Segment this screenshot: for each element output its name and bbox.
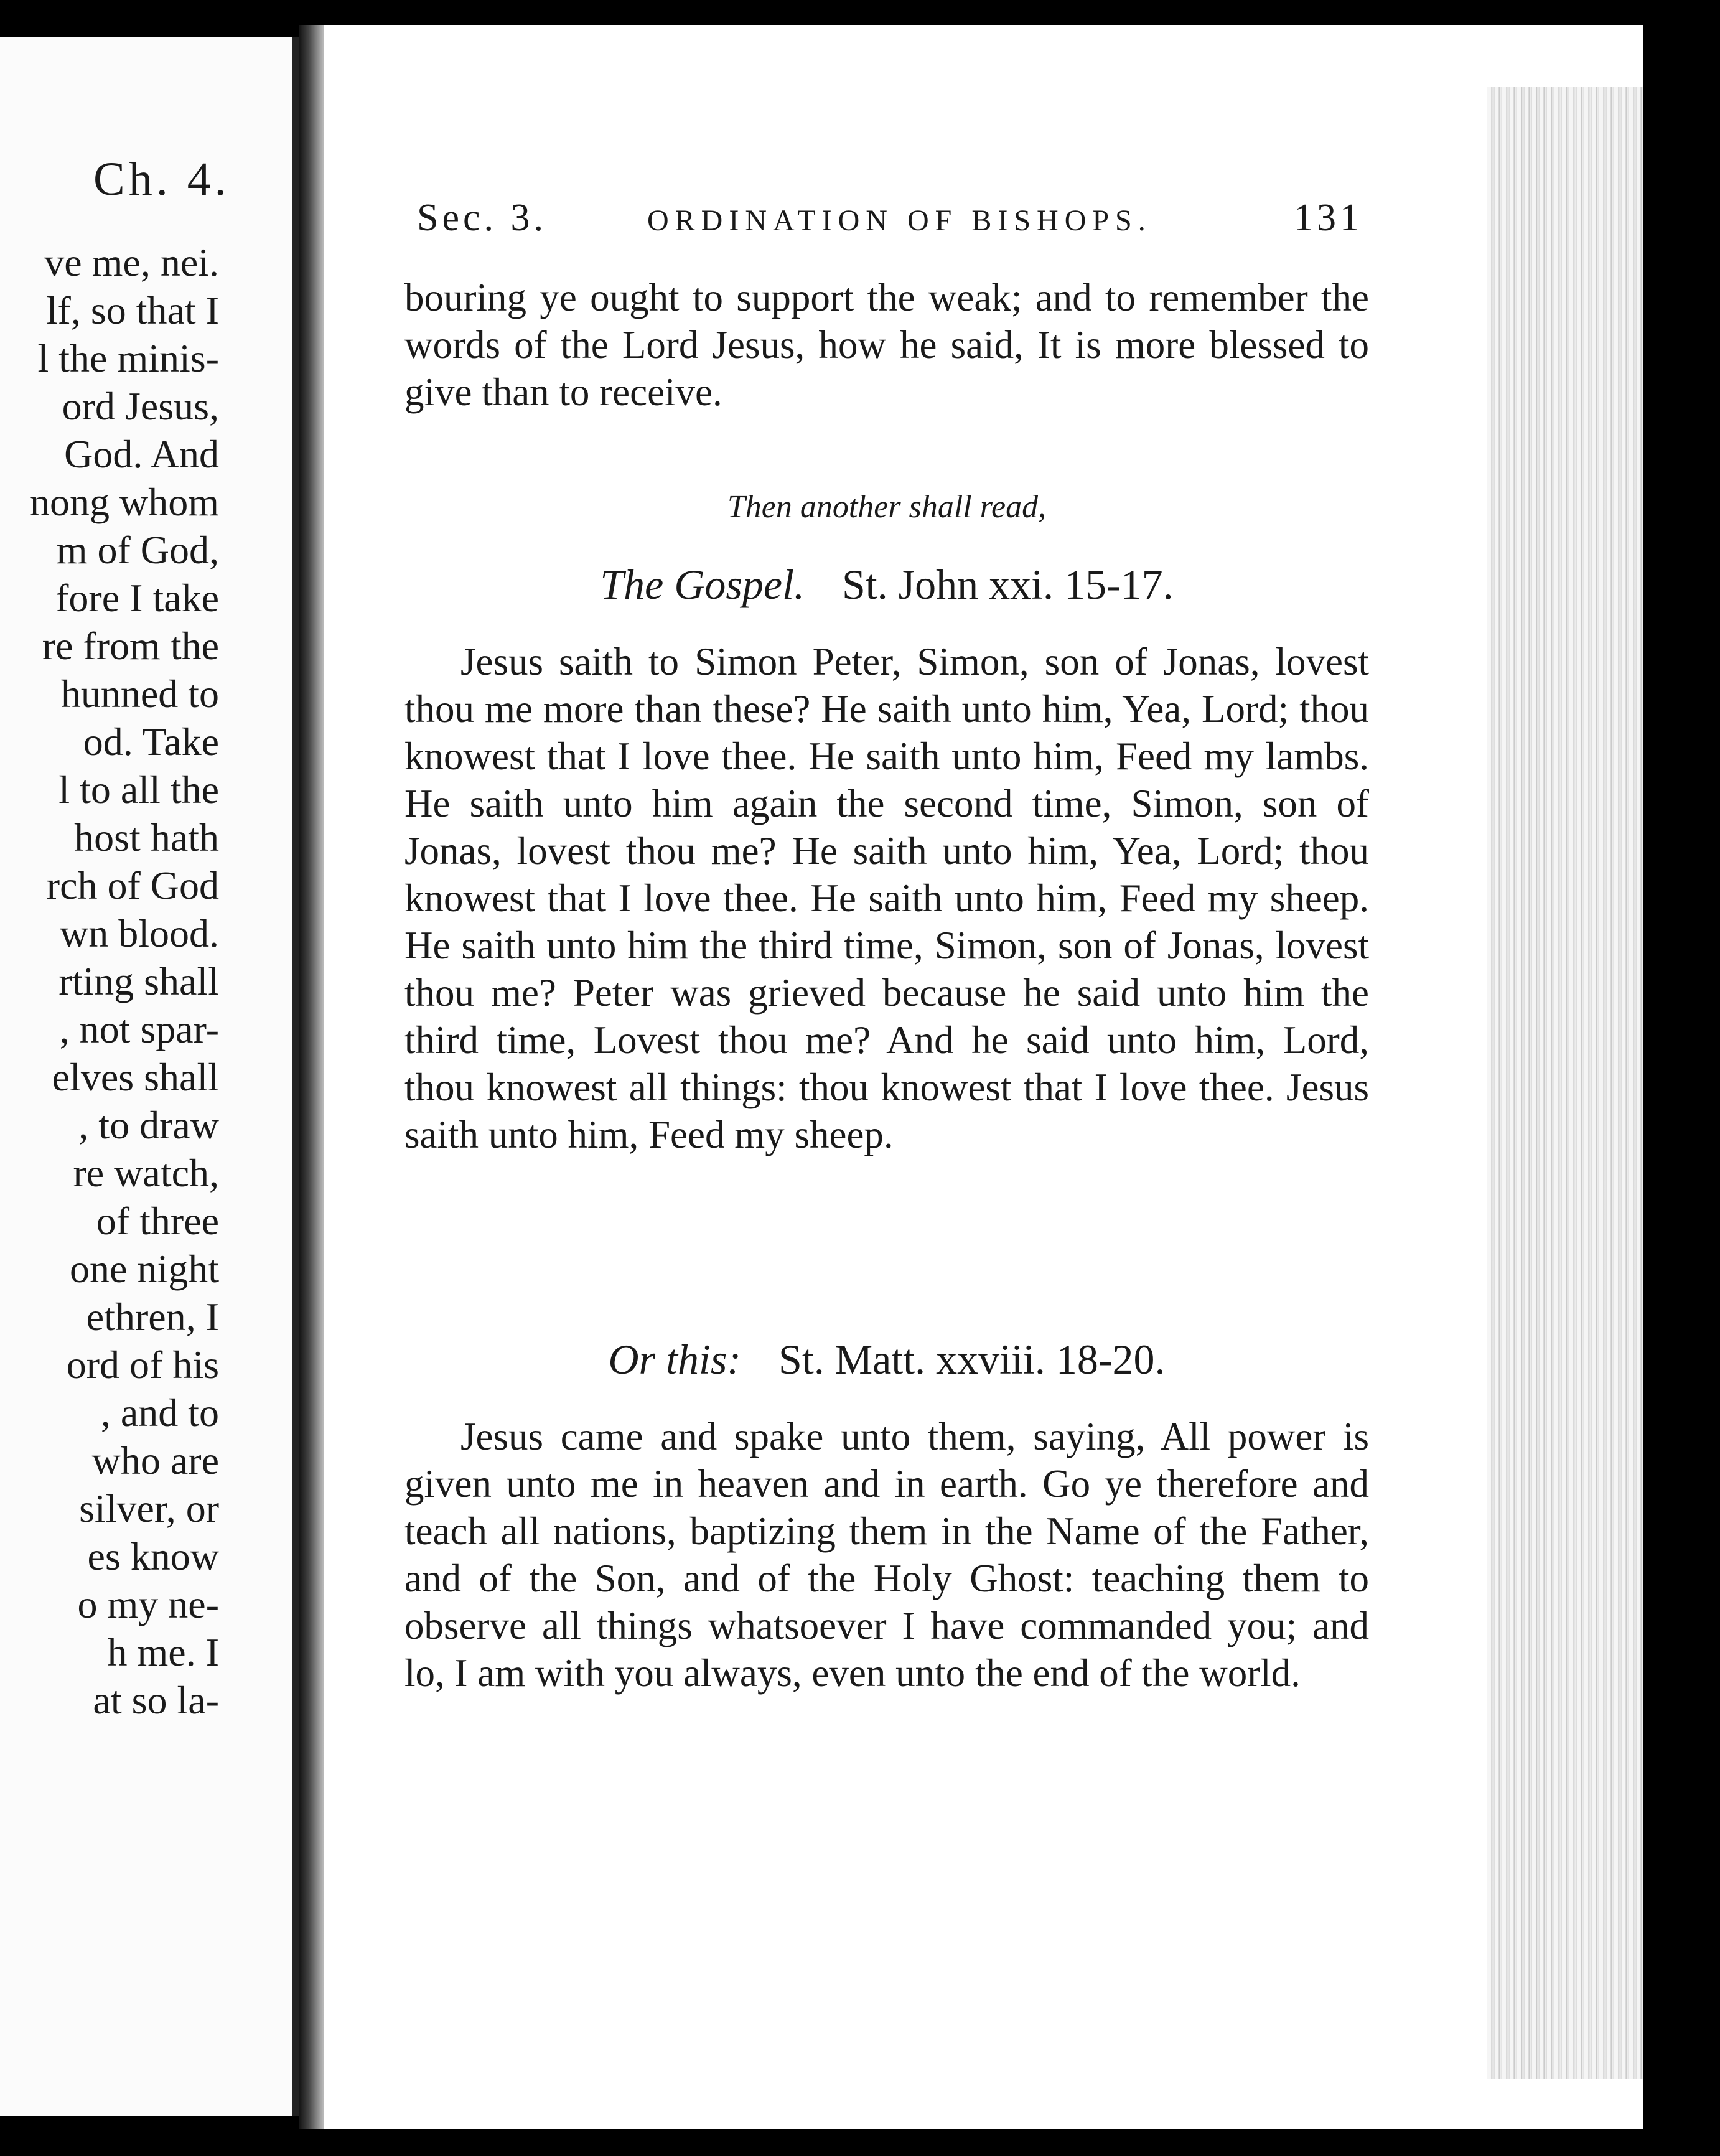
left-page: [0, 37, 299, 2116]
left-page-line: of three: [96, 1199, 219, 1243]
left-page-line: God. And: [64, 432, 219, 476]
chapter-heading: Ch. 4.: [93, 153, 230, 205]
left-page-line: wn blood.: [60, 911, 219, 955]
gospel-heading: [404, 560, 1369, 609]
left-page-line: re from the: [42, 624, 219, 668]
left-page-line: host hath: [74, 815, 219, 860]
left-page-line: , to draw: [78, 1103, 219, 1147]
right-page: [324, 25, 1643, 2129]
page-edges: [1487, 87, 1643, 2079]
continuation-paragraph: bouring ye ought to support the weak; and to remember the words of the Lord Jesus, how he said, It is more blessed to give than to receive.: [404, 276, 1369, 414]
left-page-line: l the minis-: [37, 336, 219, 380]
rubric: Then another shall read,: [727, 489, 1047, 525]
left-page-line: fore I take: [55, 576, 219, 620]
left-page-line: ethren, I: [86, 1295, 219, 1339]
left-page-line: , not spar-: [59, 1007, 219, 1051]
left-page-line: h me. I: [107, 1630, 219, 1674]
alternative-text: Jesus came and spake unto them, saying, All power is given unto me in heaven and in earth. Go ye therefore and teach all nations, baptizing them in the Name of the Father, and of the Son, and of the Holy Ghost: teaching them to observe all things whatsoever I have commanded you; and lo, I am with you always, even unto the end of the world.: [404, 1415, 1369, 1695]
left-page-line: l to all the: [58, 767, 219, 812]
left-page-line: rting shall: [58, 959, 219, 1003]
left-page-line: , and to: [100, 1390, 219, 1435]
gospel-text: Jesus saith to Simon Peter, Simon, son of Jonas, lovest thou me more than these? He saith unto him, Yea, Lord; thou knowest that I love thee. He saith unto him, Feed my lambs. He saith unto him again the second time, Simon, son of Jonas, lovest thou me? He saith unto him, Yea, Lord; thou knowest that I love thee. He saith unto him, Feed my sheep. He saith unto him the third time, Simon, son of Jonas, lovest thou me? Peter was grieved because he said unto him the third time, Lovest thou me? And he said unto him, Lord, thou knowest all things: thou knowest that I love thee. Jesus saith unto him, Feed my sheep.: [404, 640, 1369, 1156]
left-page-line: od. Take: [83, 719, 219, 764]
book-gutter: [299, 25, 324, 2129]
left-page-line: lf, so that I: [46, 288, 219, 332]
alternative-reference: St. Matt. xxviii. 18-20.: [778, 1336, 1166, 1383]
left-page-line: ve me, nei.: [44, 240, 219, 284]
page-number: 131: [1294, 197, 1363, 239]
running-title: ORDINATION OF BISHOPS.: [647, 204, 1152, 237]
left-page-line: nong whom: [30, 480, 219, 524]
left-page-line: elves shall: [52, 1055, 219, 1099]
left-page-line: who are: [91, 1438, 219, 1483]
left-page-line: at so la-: [93, 1678, 219, 1722]
alternative-label: Or this:: [608, 1336, 741, 1383]
left-page-line: es know: [87, 1534, 219, 1578]
left-page-line: ord Jesus,: [62, 384, 219, 428]
left-page-line: re watch,: [73, 1151, 219, 1195]
left-page-line: rch of God: [46, 863, 219, 907]
gospel-reference: St. John xxi. 15-17.: [841, 561, 1174, 608]
left-page-line: hunned to: [60, 672, 219, 716]
left-page-line: silver, or: [79, 1486, 219, 1530]
section-number: Sec. 3.: [417, 197, 548, 239]
alternative-heading: [404, 1335, 1369, 1384]
running-head: [417, 196, 1363, 246]
left-page-line: m of God,: [56, 528, 219, 572]
left-page-line: ord of his: [66, 1343, 219, 1387]
gospel-label: The Gospel.: [600, 561, 805, 608]
left-page-line: one night: [70, 1247, 219, 1291]
left-page-line: o my ne-: [77, 1582, 219, 1626]
